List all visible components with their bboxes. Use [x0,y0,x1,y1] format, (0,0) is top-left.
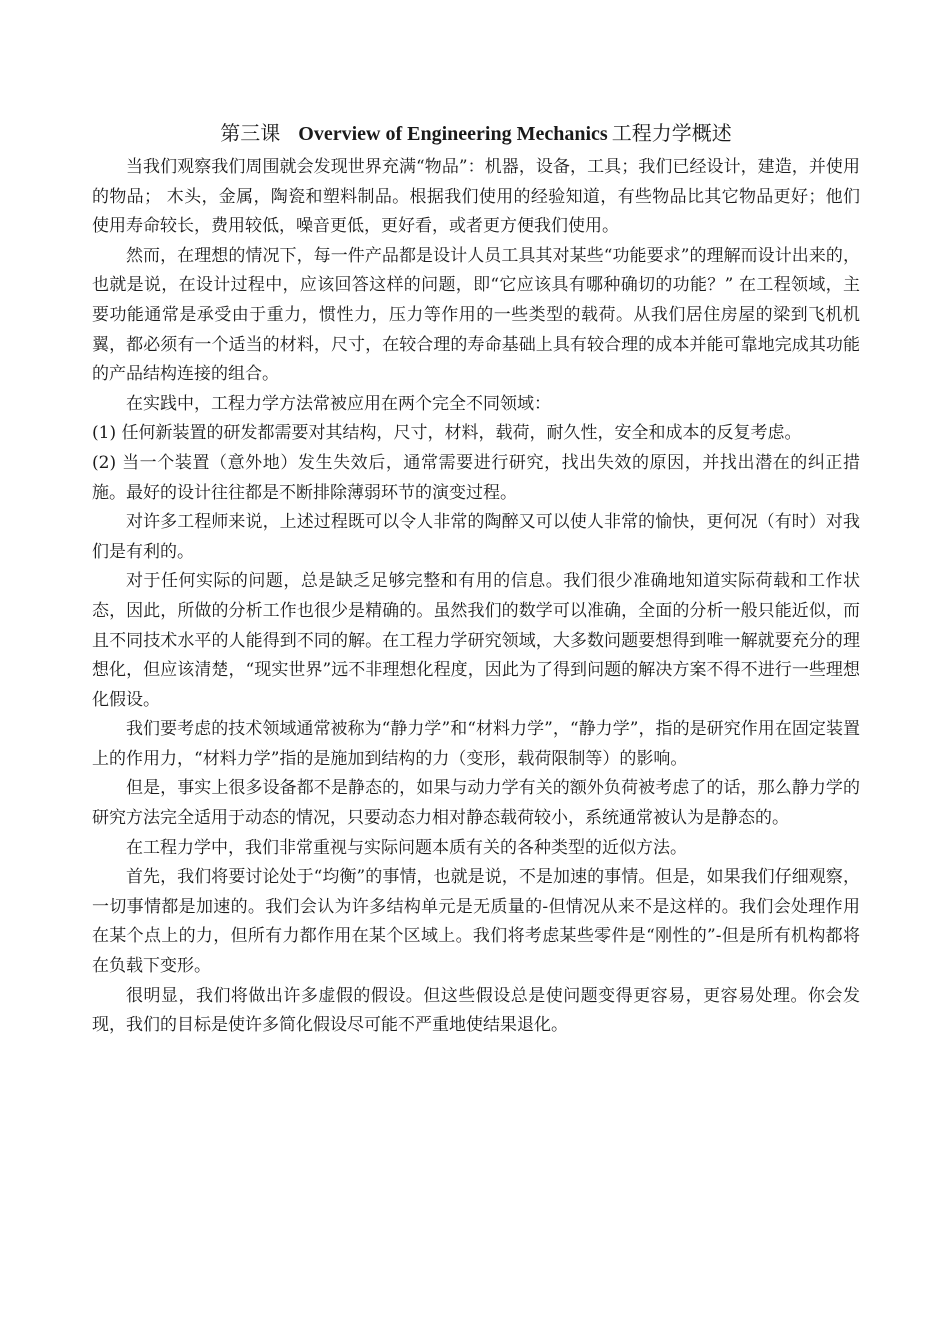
list-item: (2) 当一个装置（意外地）发生失效后，通常需要进行研究，找出失效的原因，并找出潜在的纠正措施。最好的设计往往都是不断排除薄弱环节的演变过程。 [92,452,860,503]
list-item: (1) 任何新装置的研发都需要对其结构，尺寸，材料，载荷，耐久性，安全和成本的反复考虑。 [92,423,802,444]
paragraph: 对许多工程师来说，上述过程既可以令人非常的陶醉又可以使人非常的愉快，更何况（有时）对我们是有利的。 [92,512,860,562]
title-chinese: 工程力学概述 [611,121,732,145]
paragraph: 在工程力学中，我们非常重视与实际问题本质有关的各种类型的近似方法。 [126,837,687,858]
paragraph: 对于任何实际的问题，总是缺乏足够完整和有用的信息。我们很少准确地知道实际荷载和工作状态，因此，所做的分析工作也很少是精确的。虽然我们的数学可以准确，全面的分析一般只能近似，而且不同技术水平的人能得到不同的解。在工程力学研究领域，大多数问题要想得到唯一解就要充分的理想化，但应该清楚，“现实世界”远不非理想化程度，因此为了得到问题的解决方案不得不进行一些理想化假设。 [92,571,860,710]
paragraph: 我们要考虑的技术领域通常被称为“静力学”和“材料力学”，“静力学”，指的是研究作用在固定装置上的作用力，“材料力学”指的是施加到结构的力（变形，载荷限制等）的影响。 [92,719,860,769]
paragraph: 很明显，我们将做出许多虚假的假设。但这些假设总是使问题变得更容易，更容易处理。你会发现，我们的目标是使许多简化假设尽可能不严重地使结果退化。 [92,985,860,1036]
paragraph: 在实践中，工程力学方法常被应用在两个完全不同领域： [126,393,551,414]
title-english: Overview of Engineering Mechanics [298,123,608,145]
paragraph: 当我们观察我们周围就会发现世界充满“物品”：机器，设备，工具；我们已经设计，建造，并使用的物品； 木头，金属，陶瓷和塑料制品。根据我们使用的经验知道，有些物品比其它物品更好；他们使用寿命较长，费用较低，噪音更低，更好看，或者更方便我们使用。 [92,157,860,237]
paragraph: 首先，我们将要讨论处于“均衡”的事情，也就是说，不是加速的事情。但是，如果我们仔细观察，一切事情都是加速的。我们会认为许多结构单元是无质量的-但情况从来不是这样的。我们会处理作用在某个点上的力，但所有力都作用在某个区域上。我们将考虑某些零件是“刚性的”-但是所有机构都将在负载下变形。 [92,867,860,977]
document-page [92,118,860,1041]
lesson-number: 第三课 [220,121,281,145]
paragraph: 但是，事实上很多设备都不是静态的，如果与动力学有关的额外负荷被考虑了的话，那么静力学的研究方法完全适用于动态的情况，只要动态力相对静态载荷较小，系统通常被认为是静态的。 [92,778,860,829]
paragraph: 然而，在理想的情况下，每一件产品都是设计人员工具其对某些“功能要求”的理解而设计出来的，也就是说，在设计过程中，应该回答这样的问题，即“它应该具有哪种确切的功能？” 在工程领域，主要功能通常是承受由于重力，惯性力，压力等作用的一些类型的载荷。从我们居住房屋的梁到飞机机翼，都必须有一个适当的材料，尺寸，在较合理的寿命基础上具有较合理的成本并能可靠地完成其功能的产品结构连接的组合。 [92,245,860,385]
page-title [92,118,860,149]
